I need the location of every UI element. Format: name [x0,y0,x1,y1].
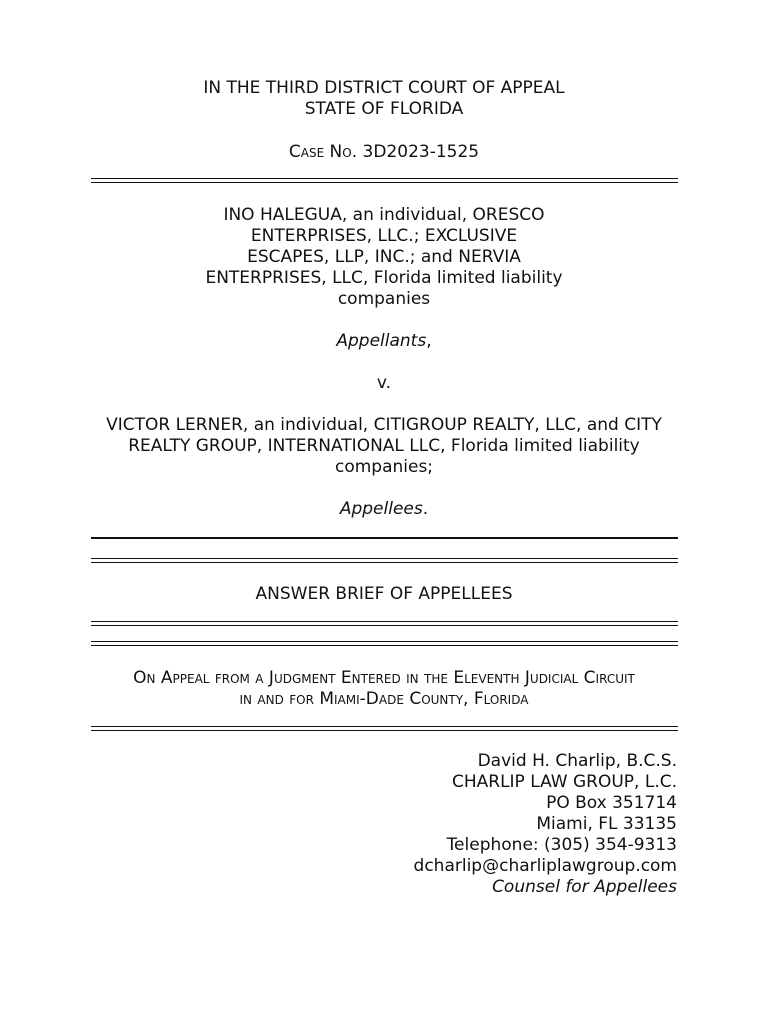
divider-rule [91,730,678,731]
divider-rule [91,641,678,642]
appellants-role-line [0,331,768,352]
appellants-line: companies [337,289,431,309]
divider-rule [91,621,678,622]
appellees-line: companies; [334,457,434,477]
divider-rule [91,558,678,559]
appeal-origin-line: in and for Miami-Dade County, Florida [239,689,529,709]
versus-line [0,373,768,394]
counsel-role: Counsel for Appellees [492,877,677,897]
court-name: IN THE THIRD DISTRICT COURT OF APPEAL [203,78,565,98]
counsel-firm: CHARLIP LAW GROUP, L.C. [451,772,677,792]
appellants-role: Appellants [336,331,427,351]
divider-rule [91,178,678,179]
appellants-line: ENTERPRISES, LLC.; EXCLUSIVE [250,226,518,246]
divider-rule [91,562,678,563]
appellees-role-line [0,499,768,520]
divider-rule [91,537,678,539]
appellees-role: Appellees [339,499,423,519]
appellees-line: REALTY GROUP, INTERNATIONAL LLC, Florida limited liability [128,436,640,456]
appellants-line: ESCAPES, LLP, INC.; and NERVIA [247,247,521,267]
counsel-name: David H. Charlip, B.C.S. [477,751,677,771]
brief-title: ANSWER BRIEF OF APPELLEES [255,584,513,604]
appellants-block [0,205,768,310]
counsel-city: Miami, FL 33135 [536,814,677,834]
appeal-origin-line: On Appeal from a Judgment Entered in the Eleventh Judicial Circuit [133,668,635,688]
appellants-line: ENTERPRISES, LLC, Florida limited liability [205,268,563,288]
appellees-role-punct: . [422,499,429,519]
court-heading [0,78,768,120]
counsel-block [414,751,677,898]
brief-title-line [0,584,768,605]
case-number: 3D2023-1525 [362,142,480,162]
appellants-line: INO HALEGUA, an individual, ORESCO [223,205,545,225]
divider-rule [91,625,678,626]
counsel-telephone: Telephone: (305) 354-9313 [446,835,677,855]
court-state: STATE OF FLORIDA [304,99,464,119]
divider-rule [91,726,678,727]
case-number-line [0,142,768,163]
appeal-origin [0,668,768,710]
counsel-po-box: PO Box 351714 [546,793,677,813]
versus: v. [376,373,392,393]
appellants-role-punct: , [426,331,432,351]
counsel-email: dcharlip@charliplawgroup.com [413,856,677,876]
appellees-line: VICTOR LERNER, an individual, CITIGROUP REALTY, LLC, and CITY [106,415,662,435]
case-label: Case No. [288,142,358,162]
divider-rule [91,182,678,183]
divider-rule [91,645,678,646]
appellees-block [0,415,768,478]
